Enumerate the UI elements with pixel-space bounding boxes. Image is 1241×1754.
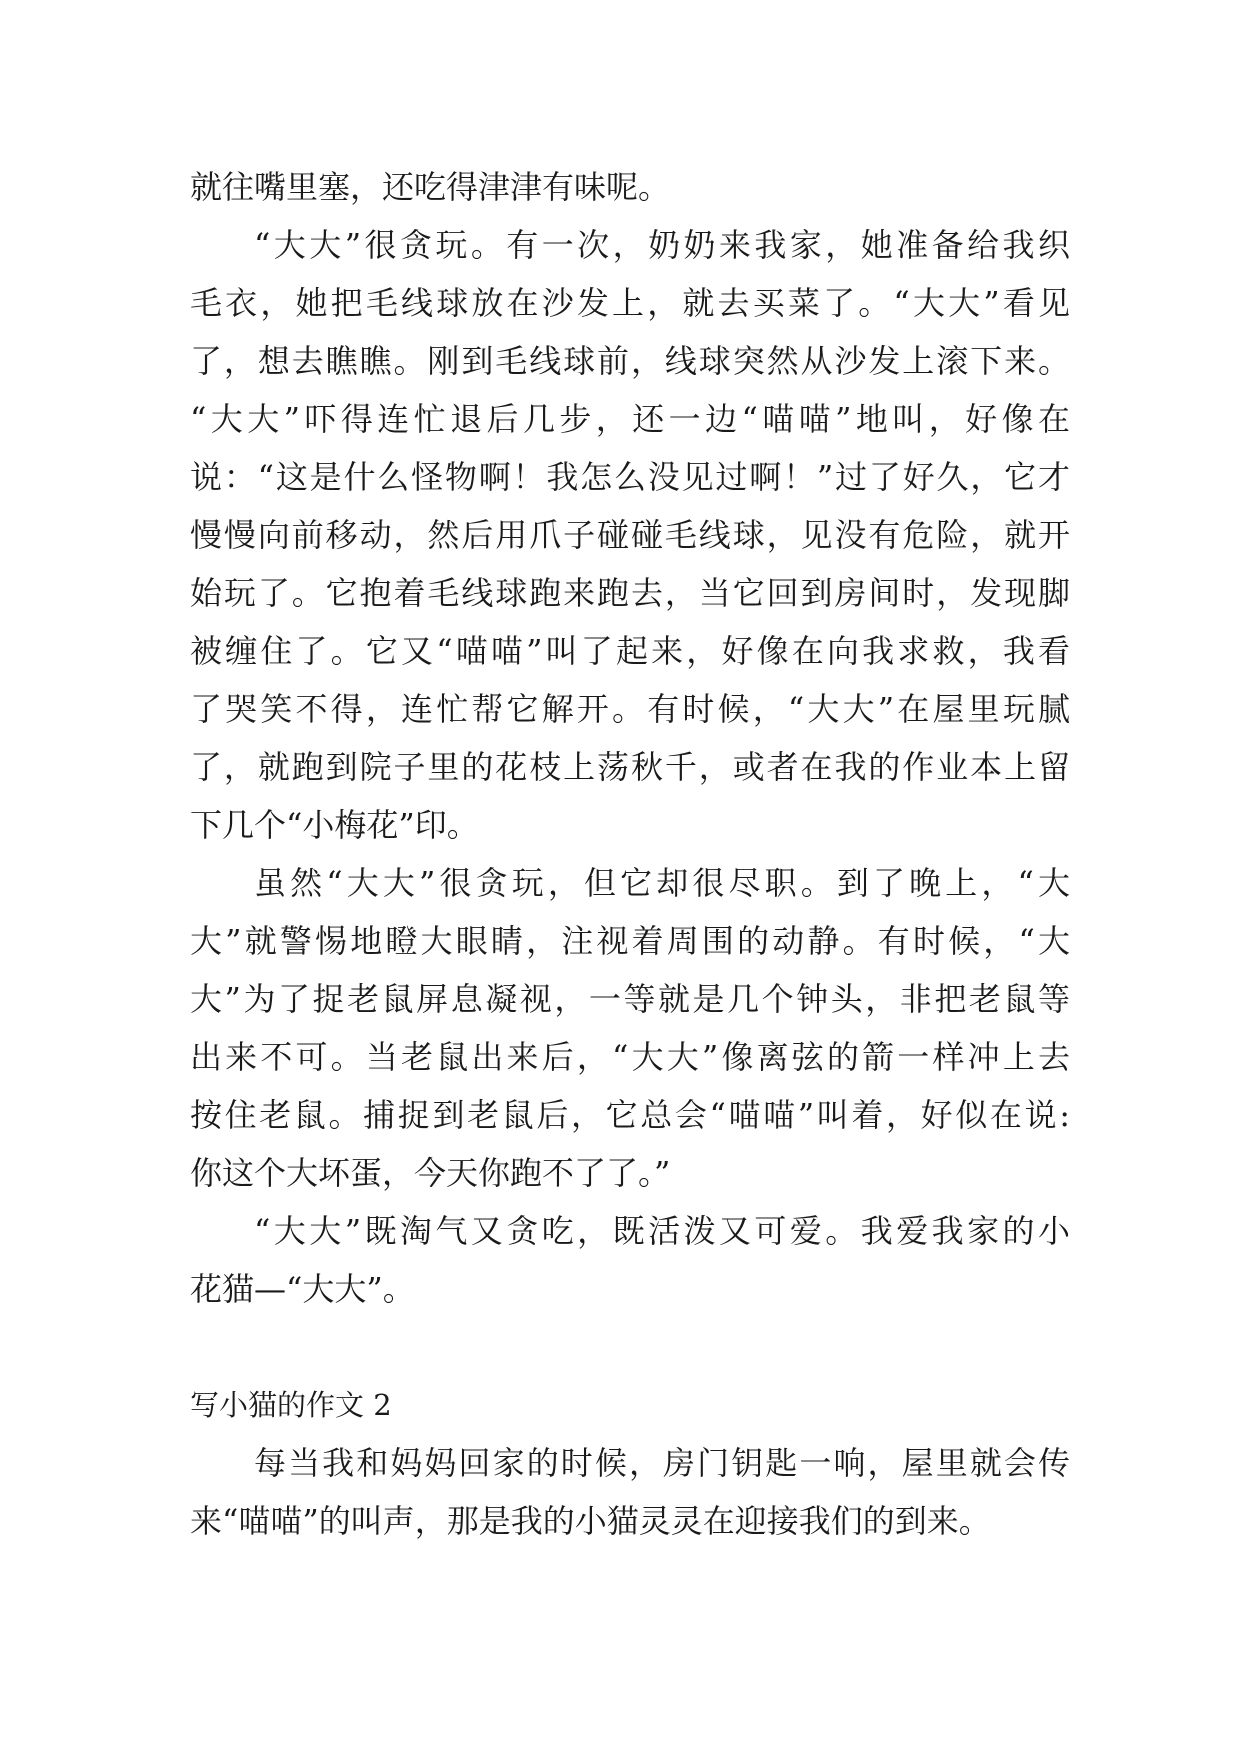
text-line: “大大”吓得连忙退后几步，还一边“喵喵”地叫，好像在 xyxy=(190,400,1070,438)
text-line: 慢慢向前移动，然后用爪子碰碰毛线球，见没有危险，就开 xyxy=(190,516,1070,554)
text-line: 说：“这是什么怪物啊！我怎么没见过啊！”过了好久，它才 xyxy=(190,458,1070,496)
document-body xyxy=(190,158,1070,1550)
text-line: 下几个“小梅花”印。 xyxy=(190,806,479,844)
text-line: 了，就跑到院子里的花枝上荡秋千，或者在我的作业本上留 xyxy=(190,748,1070,786)
text-line: 虽然“大大”很贪玩，但它却很尽职。到了晚上，“大 xyxy=(254,864,1070,902)
text-line: 大”就警惕地瞪大眼睛，注视着周围的动静。有时候，“大 xyxy=(190,922,1070,960)
text-line: 了哭笑不得，连忙帮它解开。有时候，“大大”在屋里玩腻 xyxy=(190,690,1070,728)
text-line: 出来不可。当老鼠出来后，“大大”像离弦的箭一样冲上去 xyxy=(190,1038,1070,1076)
text-line: 被缠住了。它又“喵喵”叫了起来，好像在向我求救，我看 xyxy=(190,632,1070,670)
text-line: 了，想去瞧瞧。刚到毛线球前，线球突然从沙发上滚下来。 xyxy=(190,342,1070,380)
text-line: 按住老鼠。捕捉到老鼠后，它总会“喵喵”叫着，好似在说: xyxy=(190,1096,1070,1134)
text-line: 大”为了捉老鼠屏息凝视，一等就是几个钟头，非把老鼠等 xyxy=(190,980,1070,1018)
text-line: “大大”既淘气又贪吃，既活泼又可爱。我爱我家的小 xyxy=(254,1212,1070,1250)
text-line: “大大”很贪玩。有一次，奶奶来我家，她准备给我织 xyxy=(254,226,1070,264)
text-line: 就往嘴里塞，还吃得津津有味呢。 xyxy=(190,168,671,206)
text-line: 花猫—“大大”。 xyxy=(190,1270,415,1308)
text-line: 每当我和妈妈回家的时候，房门钥匙一响，屋里就会传 xyxy=(254,1444,1070,1482)
blank-line xyxy=(190,1318,1070,1376)
section-heading: 写小猫的作文 2 xyxy=(190,1388,392,1422)
text-line: 毛衣，她把毛线球放在沙发上，就去买菜了。“大大”看见 xyxy=(190,284,1070,322)
text-line: 你这个大坏蛋，今天你跑不了了。” xyxy=(190,1154,671,1192)
text-line: 来“喵喵”的叫声，那是我的小猫灵灵在迎接我们的到来。 xyxy=(190,1502,991,1540)
text-line: 始玩了。它抱着毛线球跑来跑去，当它回到房间时，发现脚 xyxy=(190,574,1070,612)
